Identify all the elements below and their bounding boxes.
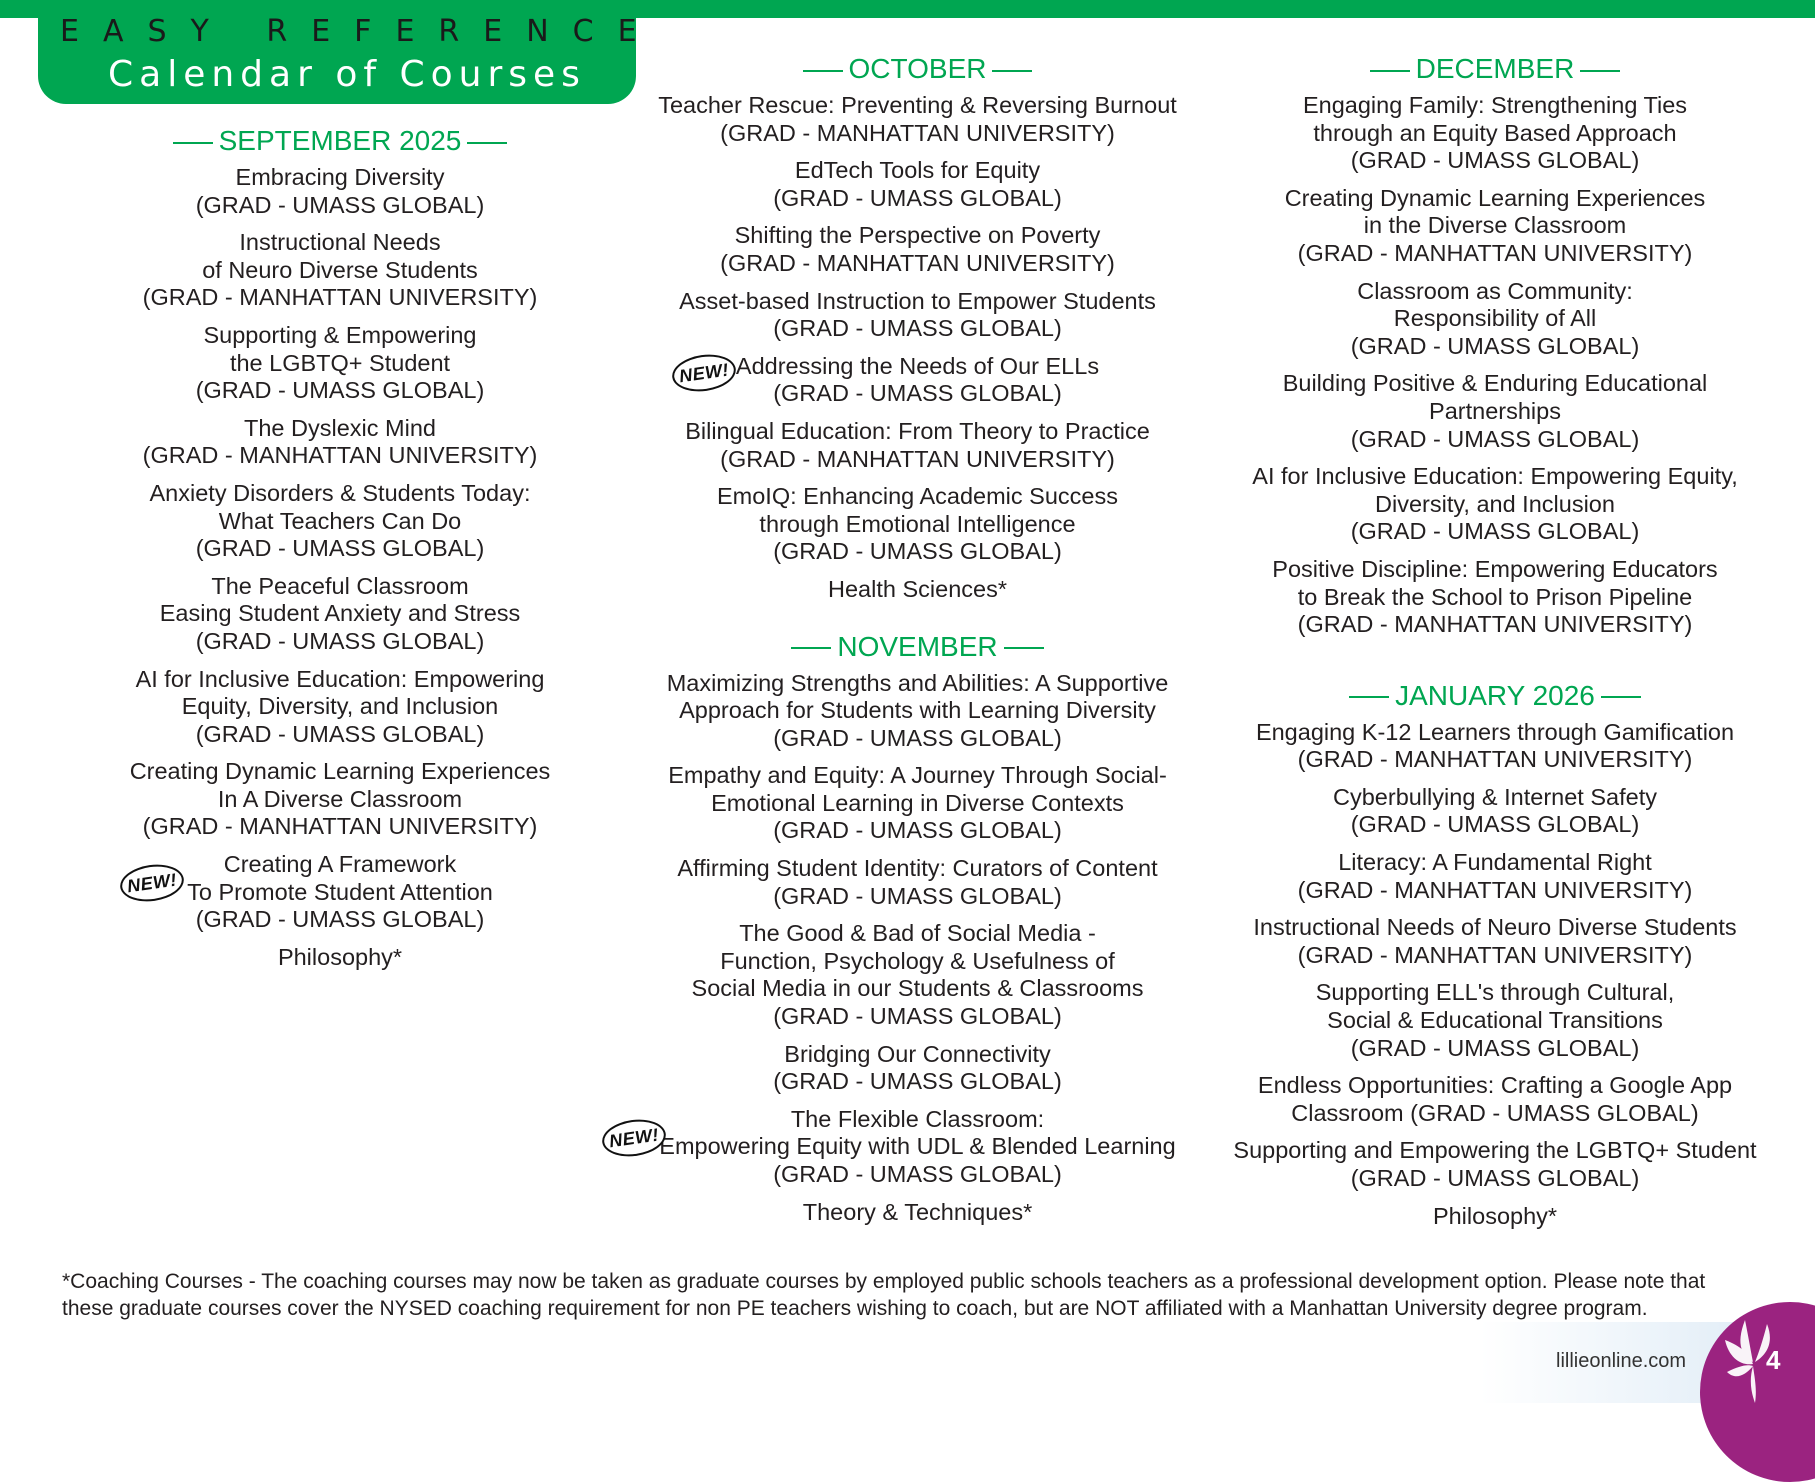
course-item: Classroom as Community: Responsibility of All (GRAD - UMASS GLOBAL): [1350, 277, 1640, 359]
course-item: Supporting ELL's through Cultural, Social & Educational Transitions (GRAD - UMASS GLOBAL): [1315, 979, 1675, 1061]
course-item: Asset-based Instruction to Empower Students (GRAD - UMASS GLOBAL): [679, 287, 1156, 342]
course-item: The Good & Bad of Social Media - Function, Psychology & Usefulness of Social Media in our Students & Classrooms (GRAD - UMASS GLOBAL): [691, 920, 1144, 1030]
month-heading: DECEMBER: [1225, 52, 1765, 86]
course-item-new: The Flexible Classroom: Empowering Equity with UDL & Blended Learning (GRAD - UMASS GLOBAL): [659, 1105, 1176, 1187]
course-item: Health Sciences*: [828, 575, 1007, 602]
lily-flower-icon: [1705, 1300, 1815, 1403]
month-heading: NOVEMBER: [640, 630, 1195, 664]
new-badge-icon: NEW!: [600, 1116, 668, 1161]
course-item: Bridging Our Connectivity (GRAD - UMASS GLOBAL): [773, 1040, 1062, 1095]
month-heading: OCTOBER: [640, 52, 1195, 86]
new-badge-icon: NEW!: [118, 861, 186, 906]
column-2: [607, 52, 1195, 1226]
course-item: Endless Opportunities: Crafting a Google App Classroom (GRAD - UMASS GLOBAL): [1257, 1072, 1733, 1126]
course-item-new: Creating A Framework To Promote Student Attention (GRAD - UMASS GLOBAL): [187, 851, 493, 933]
column-1: [120, 124, 560, 971]
header-title-easy-reference: EASY REFERENCE: [60, 14, 661, 49]
coaching-footnote: *Coaching Courses - The coaching courses may now be taken as graduate courses by employed public schools teachers as a professional development option. Please note that these graduate courses cover the NYSED coaching requirement for non PE teachers wishing to coach, but are NOT affiliated with a Manhattan University degree program.: [62, 1270, 1706, 1320]
course-item: EmoIQ: Enhancing Academic Success through Emotional Intelligence (GRAD - UMASS GLOBAL): [716, 483, 1118, 565]
course-item: Theory & Techniques*: [802, 1198, 1033, 1225]
course-item: Cyberbullying & Internet Safety (GRAD - UMASS GLOBAL): [1333, 783, 1657, 838]
website-link[interactable]: lillieonline.com: [1556, 1350, 1687, 1372]
course-item: Positive Discipline: Empowering Educators to Break the School to Prison Pipeline (GRAD - MANHATTAN UNIVERSITY): [1272, 555, 1718, 638]
course-item: The Dyslexic Mind (GRAD - MANHATTAN UNIVERSITY): [142, 414, 538, 469]
course-item: AI for Inclusive Education: Empowering Equity, Diversity, and Inclusion (GRAD - UMASS GLOBAL): [135, 665, 545, 747]
course-item: Engaging K-12 Learners through Gamification (GRAD - MANHATTAN UNIVERSITY): [1255, 718, 1735, 773]
course-item: Building Positive & Enduring Educational Partnerships (GRAD - UMASS GLOBAL): [1282, 370, 1708, 452]
course-item: Anxiety Disorders & Students Today: What Teachers Can Do (GRAD - UMASS GLOBAL): [149, 479, 531, 562]
course-item: Supporting and Empowering the LGBTQ+ Student (GRAD - UMASS GLOBAL): [1233, 1137, 1757, 1191]
course-item: Creating Dynamic Learning Experiences In A Diverse Classroom (GRAD - MANHATTAN UNIVERSITY): [129, 758, 551, 840]
course-item: Philosophy*: [1432, 1202, 1558, 1229]
month-heading: JANUARY 2026: [1225, 679, 1765, 713]
course-item-new: Addressing the Needs of Our ELLs (GRAD - UMASS GLOBAL): [735, 352, 1100, 407]
course-item: Empathy and Equity: A Journey Through Social- Emotional Learning in Diverse Contexts (GRAD - UMASS GLOBAL): [668, 762, 1167, 844]
course-item: Engaging Family: Strengthening Ties through an Equity Based Approach (GRAD - UMASS GLOBAL): [1302, 92, 1688, 174]
course-item: Philosophy*: [277, 943, 403, 970]
course-item: Affirming Student Identity: Curators of Content (GRAD - UMASS GLOBAL): [677, 855, 1158, 909]
course-item: Embracing Diversity (GRAD - UMASS GLOBAL): [195, 164, 485, 218]
course-item: Maximizing Strengths and Abilities: A Supportive Approach for Students with Learning Diversity (GRAD - UMASS GLOBAL): [666, 669, 1169, 751]
page-number: 4: [1766, 1345, 1781, 1375]
course-item: Shifting the Perspective on Poverty (GRAD - MANHATTAN UNIVERSITY): [720, 222, 1115, 276]
column-3: [1225, 52, 1765, 1230]
course-item: Supporting & Empowering the LGBTQ+ Student (GRAD - UMASS GLOBAL): [195, 321, 485, 404]
course-item: Bilingual Education: From Theory to Practice (GRAD - MANHATTAN UNIVERSITY): [685, 417, 1150, 472]
course-item: Teacher Rescue: Preventing & Reversing Burnout (GRAD - MANHATTAN UNIVERSITY): [658, 92, 1177, 146]
header-title-calendar: Calendar of Courses: [108, 54, 586, 95]
course-item: Instructional Needs of Neuro Diverse Students (GRAD - MANHATTAN UNIVERSITY): [142, 229, 538, 311]
course-item: The Peaceful Classroom Easing Student Anxiety and Stress (GRAD - UMASS GLOBAL): [159, 572, 521, 654]
new-badge-icon: NEW!: [670, 350, 738, 395]
course-item: EdTech Tools for Equity (GRAD - UMASS GLOBAL): [773, 157, 1062, 211]
course-item: Instructional Needs of Neuro Diverse Students (GRAD - MANHATTAN UNIVERSITY): [1253, 914, 1737, 968]
month-heading: SEPTEMBER 2025: [120, 124, 560, 158]
course-item: Literacy: A Fundamental Right (GRAD - MANHATTAN UNIVERSITY): [1297, 849, 1693, 903]
course-item: Creating Dynamic Learning Experiences in the Diverse Classroom (GRAD - MANHATTAN UNIVERSITY): [1284, 184, 1706, 266]
course-item: AI for Inclusive Education: Empowering Equity, Diversity, and Inclusion (GRAD - UMASS GLOBAL): [1252, 463, 1738, 545]
